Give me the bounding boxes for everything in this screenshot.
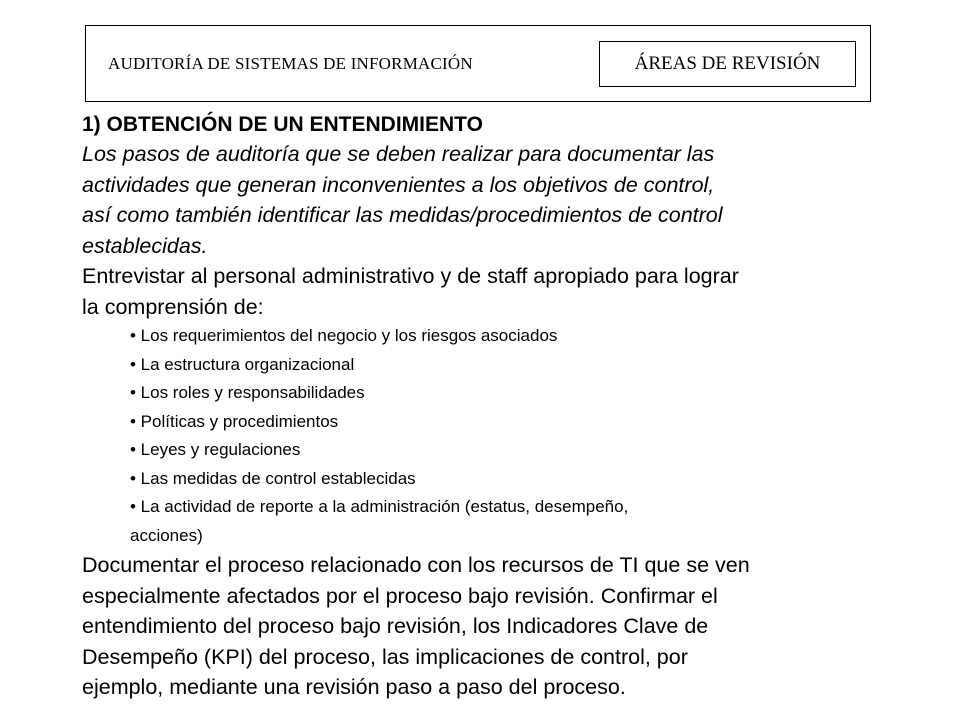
list-item: • Las medidas de control establecidas	[130, 468, 416, 488]
closing-line: Desempeño (KPI) del proceso, las implicaciones de control, por	[82, 644, 688, 669]
slide-body	[82, 110, 912, 703]
list-item: • La actividad de reporte a la administración (estatus, desempeño,	[130, 497, 629, 516]
list-item: • Los roles y responsabilidades	[130, 383, 365, 402]
intro-line: actividades que generan inconvenientes a los objetivos de control,	[82, 172, 715, 197]
closing-line: entendimiento del proceso bajo revisión, los Indicadores Clave de	[82, 614, 709, 638]
closing-line: Documentar el proceso relacionado con los recursos de TI que se ven	[82, 553, 750, 577]
closing-line: ejemplo, mediante una revisión paso a paso del proceso.	[82, 675, 626, 699]
closing-line: especialmente afectados por el proceso bajo revisión. Confirmar el	[82, 583, 718, 608]
intro-line: Los pasos de auditoría que se deben realizar para documentar las	[82, 142, 715, 166]
intro-paragraph	[82, 139, 912, 261]
document-title: AUDITORÍA DE SISTEMAS DE INFORMACIÓN	[108, 54, 473, 73]
interview-line: Entrevistar al personal administrativo y de staff apropiado para lograr	[82, 264, 739, 288]
section-label-box: ÁREAS DE REVISIÓN	[599, 41, 856, 87]
section-heading: 1) OBTENCIÓN DE UN ENTENDIMIENTO	[82, 113, 483, 136]
bullet-list	[82, 322, 912, 550]
slide-header	[85, 25, 871, 102]
intro-line: así como también identificar las medidas/procedimientos de control	[82, 203, 723, 227]
interview-line: la comprensión de:	[82, 294, 264, 319]
closing-paragraph	[82, 550, 912, 703]
list-item: • La estructura organizacional	[130, 354, 355, 374]
intro-line: establecidas.	[82, 233, 208, 258]
list-item: • Los requerimientos del negocio y los riesgos asociados	[130, 326, 558, 345]
list-item: • Leyes y regulaciones	[130, 440, 301, 459]
list-item: acciones)	[130, 525, 203, 545]
interview-paragraph	[82, 261, 912, 322]
list-item: • Políticas y procedimientos	[130, 411, 339, 431]
